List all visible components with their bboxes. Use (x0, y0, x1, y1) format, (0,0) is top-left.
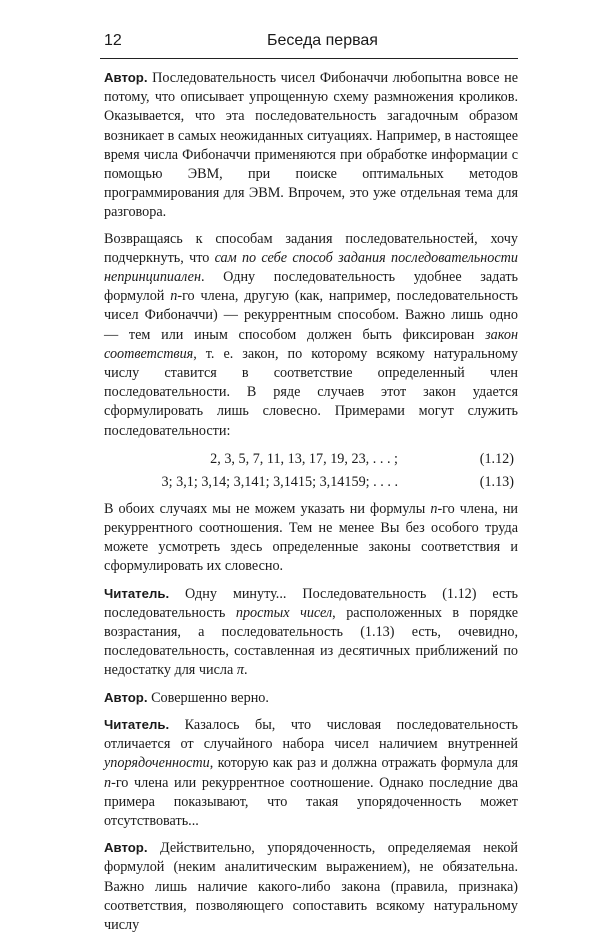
formula-number: (1.12) (479, 450, 514, 467)
text-run: , которую как раз и должна отражать формула для (209, 755, 518, 772)
header-rule (100, 58, 518, 59)
running-title: Беседа первая (267, 32, 378, 49)
page-body (104, 68, 518, 942)
paragraph-reader-1 (104, 584, 518, 681)
speaker-label: Читатель. (104, 585, 170, 601)
paragraph-text: Действительно, упорядоченность, определяемая некой формулой (неким аналитическим выражением), не обязательна. Важно лишь наличие какого-либо закона (правила, признака) соответствия, позволяющего сопоставить всякому натуральному числу (104, 840, 519, 933)
paragraph-author-1 (104, 68, 518, 223)
text-run: . (243, 662, 248, 679)
formula-1-12 (104, 448, 518, 471)
speaker-label: Автор. (104, 689, 148, 705)
formula-number: (1.13) (479, 473, 514, 490)
page-header (100, 26, 518, 52)
page-number: 12 (104, 32, 122, 49)
paragraph-text: Совершенно верно. (151, 689, 269, 706)
italic-phrase: упорядоченности (104, 755, 210, 772)
text-run: , т. е. закон, по которому всякому натуральному числу ставится в соответствие определенный член последовательности. В ряде случаев этот закон удается сформулировать лишь словесно. Примерами могут служить последовательности: (104, 345, 518, 439)
text-run: В обоих случаях мы не можем указать ни формулы (104, 500, 431, 517)
formula-expression: 2, 3, 5, 7, 11, 13, 17, 19, 23, . . . ; (210, 450, 398, 467)
paragraph-2 (104, 230, 518, 441)
text-run: Одну минуту... Последовательность (1.12) есть последовательность (104, 585, 518, 621)
math-n: n (430, 500, 438, 517)
text-run: , расположенных в порядке возрастания, а последовательность (1.13) есть, очевидно, последовательность, составленная из десятичных приближений по недостатку для числа (104, 604, 518, 679)
paragraph-reader-2 (104, 715, 518, 831)
speaker-label: Автор. (104, 70, 148, 85)
italic-phrase: простых чисел (235, 604, 333, 621)
speaker-label: Автор. (104, 840, 148, 856)
formula-expression: 3; 3,1; 3,14; 3,141; 3,1415; 3,14159; . . . . (161, 473, 398, 490)
paragraph-author-2 (104, 688, 518, 708)
paragraph-3 (104, 500, 518, 577)
math-n: n (104, 774, 112, 791)
italic-phrase: сам по себе способ задания последовательности непринципиален (104, 249, 518, 286)
text-run: -го члена или рекуррентное соотношение. Однако последние два примера показывают, что такая упорядоченность может отсутствовать... (104, 774, 518, 829)
formula-1-13 (104, 471, 518, 494)
math-n: n (170, 288, 178, 305)
text-run: Возвращаясь к способам задания последовательностей, хочу подчеркнуть, что (104, 230, 518, 266)
text-run: Казалось бы, что числовая последовательность отличается от случайного набора чисел наличием внутренней (104, 716, 518, 753)
paragraph-author-3 (104, 838, 518, 935)
text-run: . Одну последовательность удобнее задать формулой (104, 269, 518, 305)
text-run: -го члена, другую (как, например, последовательность чисел Фибоначчи) — рекуррентным способом. Важно лишь одно — тем или иным способом должен быть фиксирован (104, 288, 518, 343)
speaker-label: Читатель. (104, 716, 170, 732)
italic-phrase: закон соответствия (104, 326, 518, 362)
paragraph-text: Последовательность чисел Фибоначчи любопытна вовсе не потому, что описывает упрощенную схему размножения кроликов. Оказывается, что эта последовательность загадочным образом возникает в самых неожиданных ситуациях. Например, в настоящее время числа Фибоначчи применяются при обработке информации с помощью ЭВМ, при поиске оптимальных методов программирования для ЭВМ. Впрочем, это уже отдельная тема для разговора. (104, 70, 518, 221)
text-run: -го члена, ни рекуррентного соотношения. Тем не менее Вы без особого труда можете усмотреть здесь определенные законы соответствия и сформулировать их словесно. (104, 500, 518, 575)
math-pi: π (236, 662, 244, 679)
